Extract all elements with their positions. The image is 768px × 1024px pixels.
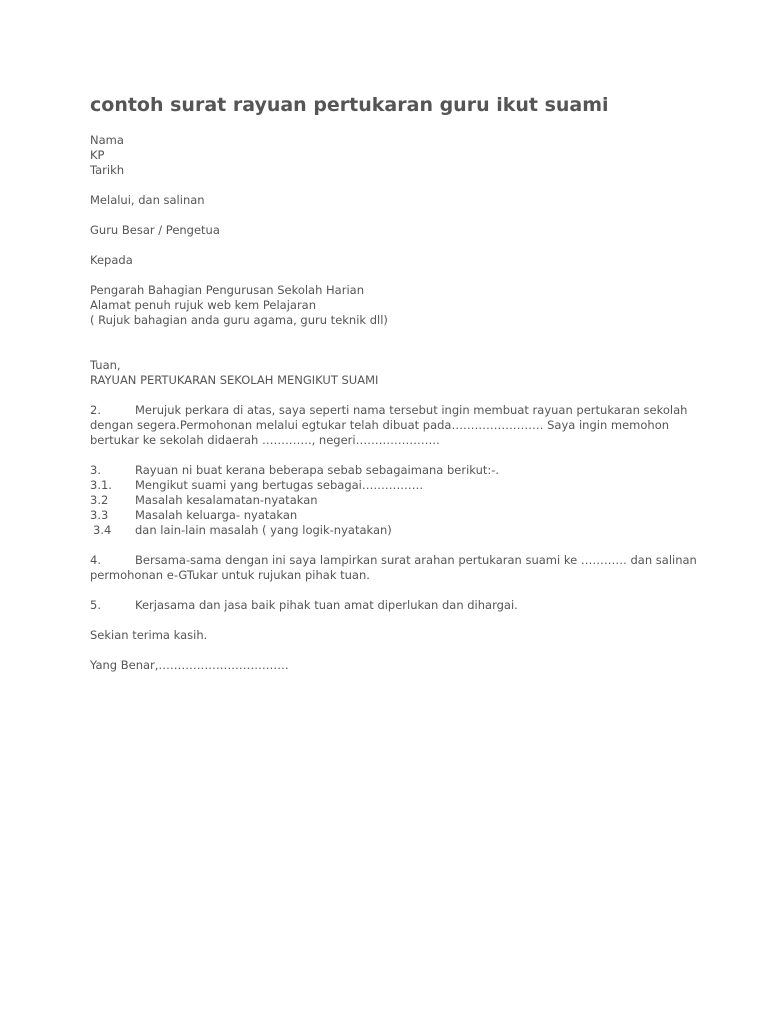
paragraph-text: Rayuan ni buat kerana beberapa sebab sebagaimana berikut:-. — [135, 463, 500, 477]
paragraph-number: 5. — [90, 598, 101, 612]
list-item-number: 3.4 — [93, 523, 112, 537]
paragraph-text: Bersama-sama dengan ini saya lampirkan surat arahan pertukaran suami ke ………… dan salinan — [135, 553, 697, 567]
list-item-text: dan lain-lain masalah ( yang logik-nyatakan) — [135, 523, 392, 537]
list-item-text: Masalah kesalamatan-nyatakan — [135, 493, 318, 507]
recipient-line-1: Pengarah Bahagian Pengurusan Sekolah Harian — [90, 283, 364, 297]
list-item — [90, 508, 690, 523]
paragraph-text: Kerjasama dan jasa baik pihak tuan amat diperlukan dan dihargai. — [135, 598, 518, 612]
paragraph-2-line-2: dengan segera.Permohonan melalui egtukar telah dibuat pada…………………… Saya ingin memohon — [90, 418, 670, 432]
paragraph-number: 3. — [90, 463, 101, 477]
sender-date: Tarikh — [90, 163, 125, 177]
list-item — [90, 478, 690, 493]
list-item-text: Masalah keluarga- nyatakan — [135, 508, 298, 522]
paragraph-4-line-2: permohonan e-GTukar untuk rujukan pihak tuan. — [90, 568, 370, 582]
paragraph-2-line-1 — [90, 403, 690, 418]
via-line: Melalui, dan salinan — [90, 193, 205, 207]
paragraph-text: Merujuk perkara di atas, saya seperti nama tersebut ingin membuat rayuan pertukaran sekolah — [135, 403, 688, 417]
list-item — [90, 493, 690, 508]
letter-body — [90, 133, 697, 673]
signature-line: Yang Benar,……………………………. — [90, 658, 289, 672]
list-item-number: 3.1. — [90, 478, 112, 492]
paragraph-2-line-3: bertukar ke sekolah didaerah …………., negeri…………………. — [90, 433, 440, 447]
recipient-line-2: Alamat penuh rujuk web kem Pelajaran — [90, 298, 317, 312]
paragraph-3 — [90, 463, 690, 478]
sender-kp: KP — [90, 148, 105, 162]
closing-line: Sekian terima kasih. — [90, 628, 208, 642]
list-item-number: 3.3 — [90, 508, 109, 522]
to-line: Kepada — [90, 253, 133, 267]
paragraph-5 — [90, 598, 690, 613]
paragraph-number: 2. — [90, 403, 101, 417]
headmaster-line: Guru Besar / Pengetua — [90, 223, 220, 237]
list-item-text: Mengikut suami yang bertugas sebagai……………. — [135, 478, 424, 492]
list-item — [90, 523, 690, 538]
list-item-number: 3.2 — [90, 493, 109, 507]
salutation: Tuan, — [90, 358, 121, 372]
subject-line: RAYUAN PERTUKARAN SEKOLAH MENGIKUT SUAMI — [90, 373, 379, 387]
document-title: contoh surat rayuan pertukaran guru ikut suami — [90, 94, 609, 116]
sender-name: Nama — [90, 133, 124, 147]
recipient-line-3: ( Rujuk bahagian anda guru agama, guru teknik dll) — [90, 313, 388, 327]
paragraph-4-line-1 — [90, 553, 697, 568]
paragraph-number: 4. — [90, 553, 101, 567]
